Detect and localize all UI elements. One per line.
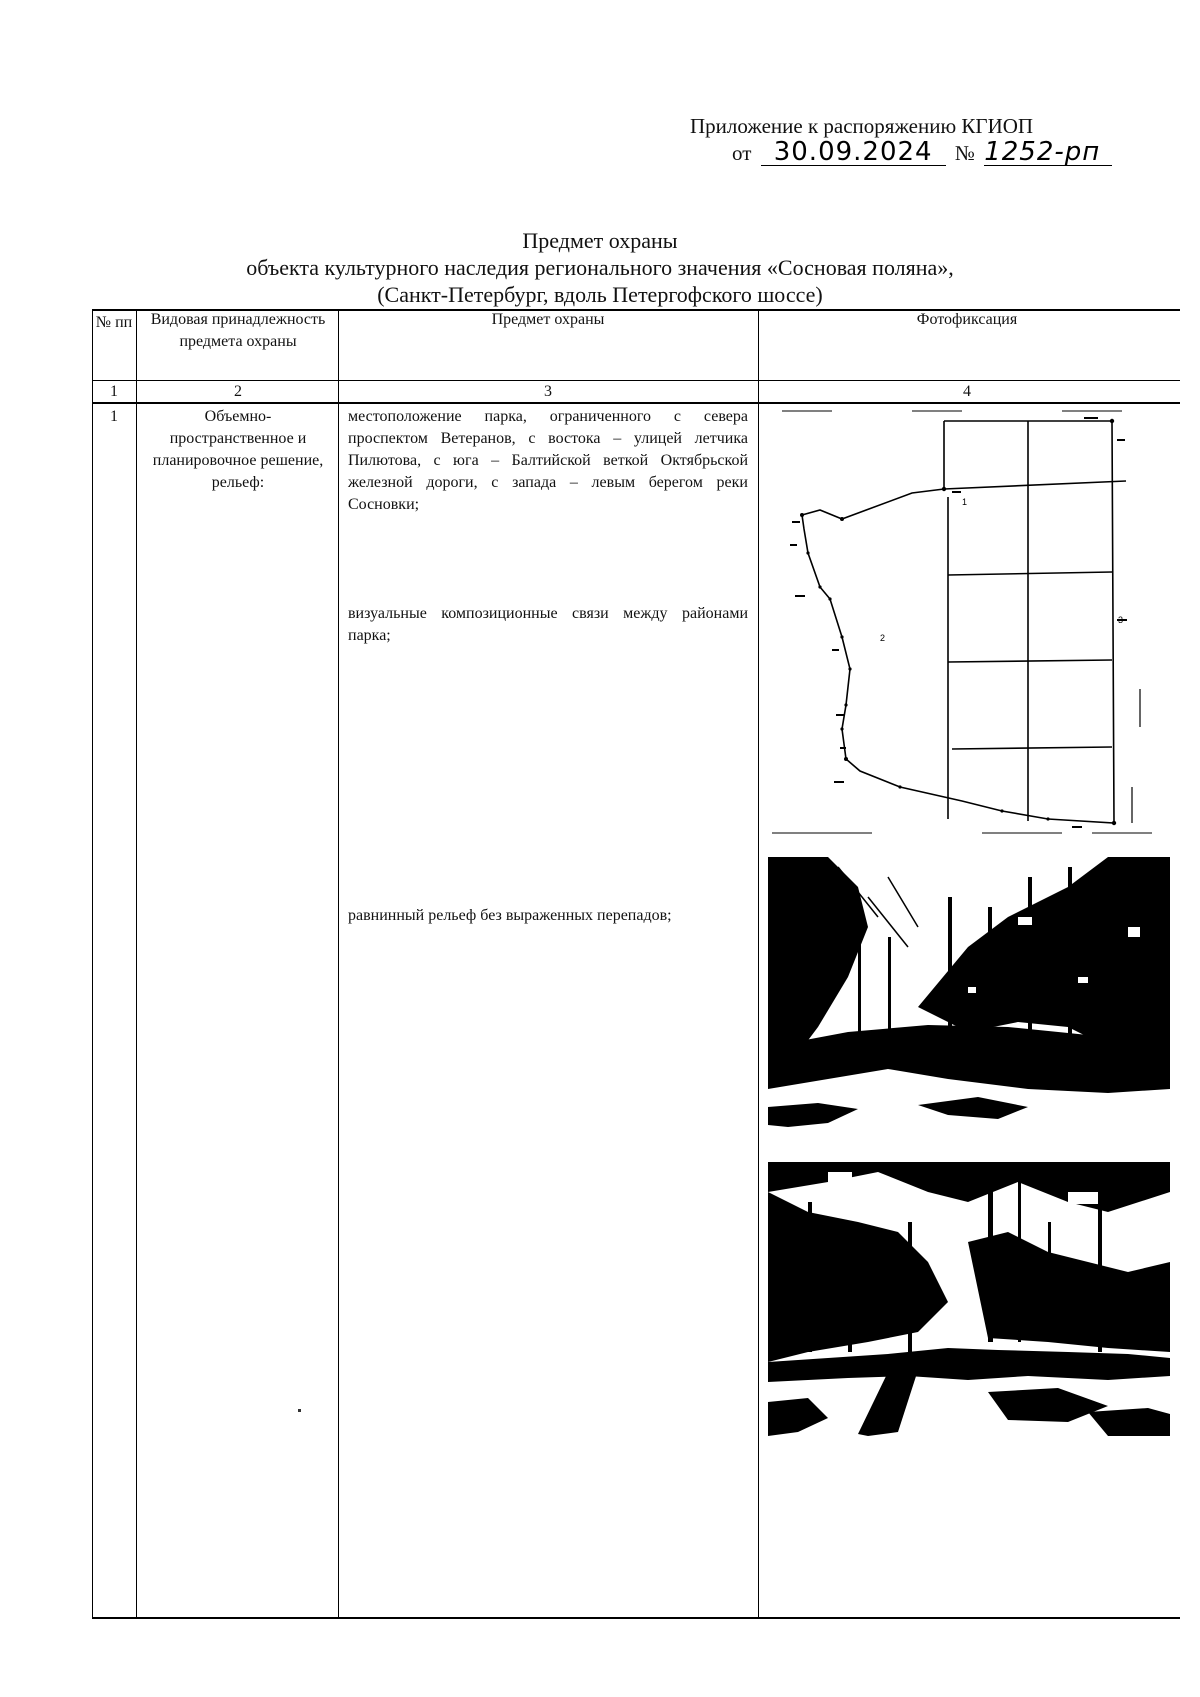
appendix-date: 30.09.2024 (761, 139, 946, 166)
document-location: (Санкт-Петербург, вдоль Петергофского шоссе) (377, 282, 823, 307)
park-photo-2 (768, 1162, 1170, 1436)
document-subtitle: объекта культурного наследия регионального значения «Сосновая поляна», (246, 255, 954, 280)
row-type: Объемно-пространственное и планировочное решение, рельеф: (152, 408, 324, 491)
column-number-3: 3 (544, 383, 552, 400)
appendix-date-line (690, 139, 1130, 166)
subject-relief: равнинный рельеф без выраженных перепадов; (348, 907, 672, 924)
subject-location: местоположение парка, ограниченного с севера проспектом Ветеранов, с востока – улицей летчика Пилютова, с юга – Балтийской веткой Октябрьской железной дороги, с запада – левым берегом реки Сосновки; (348, 408, 748, 513)
appendix-header (690, 114, 1130, 166)
column-number-1: 1 (110, 383, 118, 400)
subject-visual-links: визуальные композиционные связи между районами парка; (348, 605, 748, 644)
plan-label-1: 1 (962, 497, 968, 507)
plan-label-3: 3 (1118, 615, 1124, 625)
header-photo: Фотофиксация (916, 311, 1018, 328)
row-number: 1 (110, 408, 118, 425)
header-subject: Предмет охраны (491, 311, 605, 328)
appendix-title: Приложение к распоряжению КГИОП (690, 114, 1034, 138)
scan-speck (298, 1409, 301, 1412)
header-type: Видовая принадлежность предмета охраны (150, 311, 326, 350)
plan-label-2: 2 (880, 633, 886, 643)
table-border-left (92, 309, 93, 1618)
header-number: № пп (95, 314, 133, 331)
appendix-from-label: от (732, 141, 752, 165)
park-plan-image (762, 409, 1172, 839)
table-border-bottom (92, 1617, 1180, 1619)
document-title: Предмет охраны (522, 228, 678, 253)
appendix-number: 1252-рп (984, 139, 1112, 166)
column-number-2: 2 (234, 383, 242, 400)
table-divider-col2 (338, 309, 339, 1618)
column-number-4: 4 (963, 383, 971, 400)
table-divider-col1 (136, 309, 137, 1618)
park-photo-1 (768, 857, 1170, 1135)
protection-table (92, 309, 1180, 1618)
table-divider-col3 (758, 309, 759, 1618)
appendix-number-sign: № (954, 141, 975, 165)
